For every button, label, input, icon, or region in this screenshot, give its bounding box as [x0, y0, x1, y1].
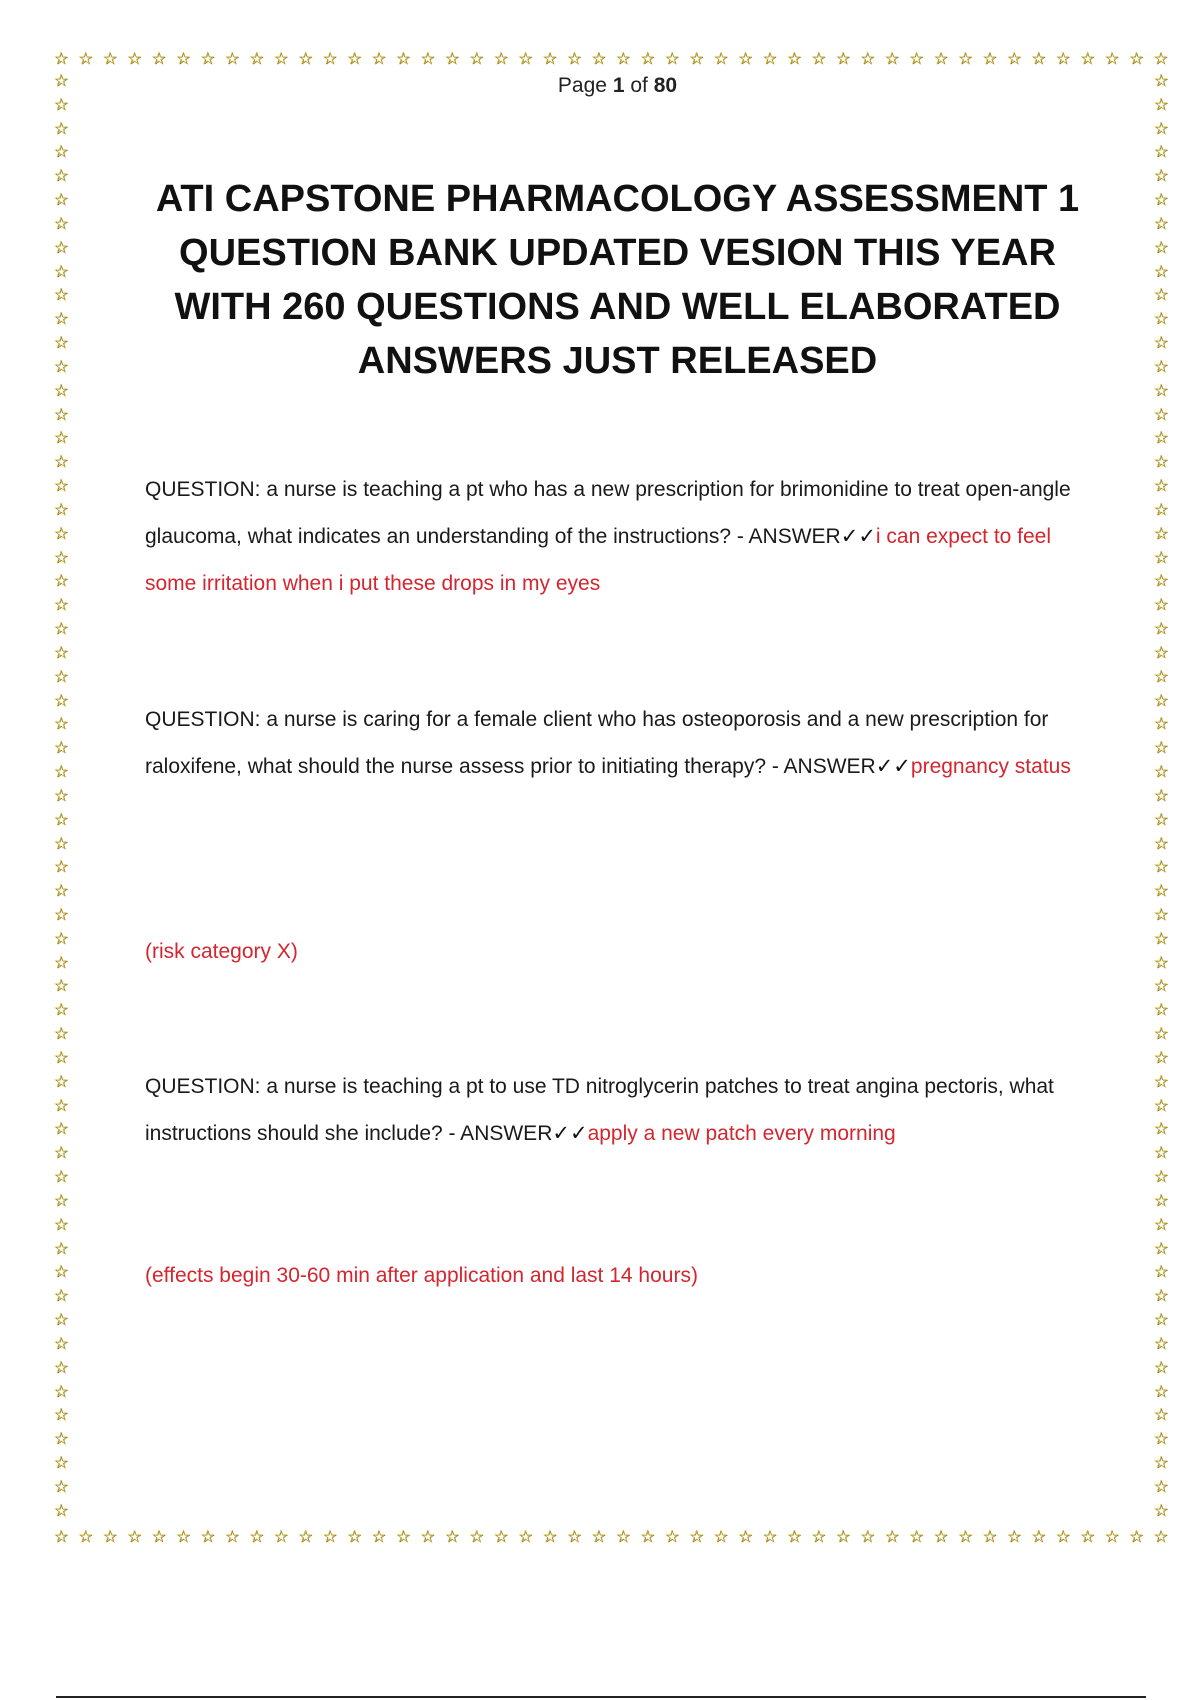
star-icon: ☆ [53, 190, 69, 211]
star-icon: ☆ [1153, 1310, 1169, 1331]
star-icon: ☆ [1153, 928, 1169, 949]
star-icon: ☆ [810, 1527, 827, 1547]
star-icon: ☆ [53, 142, 69, 163]
star-icon: ☆ [248, 49, 265, 69]
star-icon: ☆ [1153, 285, 1169, 306]
page-current: 1 [612, 74, 625, 97]
star-icon: ☆ [1153, 1238, 1169, 1259]
star-icon: ☆ [762, 1527, 778, 1547]
star-icon: ☆ [346, 49, 362, 69]
star-icon: ☆ [1030, 1527, 1047, 1547]
star-icon: ☆ [53, 642, 69, 663]
star-icon: ☆ [102, 49, 118, 69]
star-icon: ☆ [53, 809, 69, 830]
star-icon: ☆ [1153, 380, 1169, 401]
star-icon: ☆ [371, 49, 387, 69]
star-icon: ☆ [933, 49, 949, 69]
star-icon: ☆ [1153, 476, 1169, 497]
star-icon: ☆ [53, 1214, 69, 1235]
star-icon: ☆ [53, 1333, 69, 1354]
star-icon: ☆ [1153, 1500, 1169, 1521]
star-icon: ☆ [1153, 809, 1169, 830]
star-icon: ☆ [1153, 213, 1169, 234]
star-icon: ☆ [53, 1476, 69, 1497]
star-icon: ☆ [1153, 714, 1169, 735]
star-icon: ☆ [982, 49, 998, 69]
star-icon: ☆ [566, 49, 582, 69]
star-icon: ☆ [1153, 1405, 1169, 1426]
star-icon: ☆ [1153, 571, 1169, 592]
star-icon: ☆ [53, 523, 69, 544]
star-icon: ☆ [713, 1527, 729, 1547]
star-icon: ☆ [1153, 904, 1169, 925]
star-icon: ☆ [1153, 1527, 1169, 1547]
star-icon: ☆ [982, 1527, 998, 1547]
star-icon: ☆ [688, 1527, 704, 1547]
star-icon: ☆ [1153, 237, 1169, 258]
star-icon: ☆ [835, 1527, 851, 1547]
star-icon: ☆ [517, 1527, 533, 1547]
star-icon: ☆ [200, 1527, 216, 1547]
star-icon: ☆ [53, 857, 69, 878]
star-icon: ☆ [1079, 49, 1095, 69]
star-icon: ☆ [1153, 857, 1169, 878]
star-icon: ☆ [1153, 71, 1169, 91]
star-icon: ☆ [273, 1527, 289, 1547]
star-icon: ☆ [1153, 1429, 1169, 1450]
star-icon: ☆ [77, 49, 94, 69]
star-icon: ☆ [53, 1143, 69, 1164]
star-icon: ☆ [1079, 1527, 1095, 1547]
star-icon: ☆ [884, 1527, 900, 1547]
star-icon: ☆ [835, 49, 851, 69]
star-icon: ☆ [810, 49, 827, 69]
star-icon: ☆ [786, 49, 802, 69]
star-border-bottom [52, 1528, 1170, 1546]
star-icon: ☆ [1153, 166, 1169, 187]
star-icon: ☆ [53, 595, 69, 616]
star-icon: ☆ [53, 547, 69, 568]
star-icon: ☆ [224, 1527, 240, 1547]
answer-text: pregnancy status [910, 755, 1071, 778]
star-icon: ☆ [53, 1167, 69, 1188]
star-icon: ☆ [1006, 1527, 1022, 1547]
star-icon: ☆ [53, 1405, 69, 1426]
star-icon: ☆ [53, 928, 69, 949]
star-icon: ☆ [1153, 738, 1169, 759]
star-icon: ☆ [591, 1527, 607, 1547]
star-icon: ☆ [1153, 1381, 1169, 1402]
star-icon: ☆ [1153, 404, 1169, 425]
star-icon: ☆ [1153, 785, 1169, 806]
star-icon: ☆ [395, 49, 411, 69]
star-icon: ☆ [786, 1527, 802, 1547]
star-icon: ☆ [1153, 1167, 1169, 1188]
star-icon: ☆ [53, 333, 69, 354]
star-icon: ☆ [53, 428, 69, 449]
star-icon: ☆ [53, 1262, 69, 1283]
star-icon: ☆ [468, 49, 485, 69]
star-icon: ☆ [53, 118, 69, 139]
star-icon: ☆ [322, 49, 338, 69]
star-icon: ☆ [762, 49, 778, 69]
star-icon: ☆ [1153, 523, 1169, 544]
star-icon: ☆ [53, 499, 69, 520]
star-icon: ☆ [224, 49, 240, 69]
star-icon: ☆ [1153, 142, 1169, 163]
star-icon: ☆ [53, 476, 69, 497]
star-icon: ☆ [1153, 428, 1169, 449]
star-icon: ☆ [664, 1527, 680, 1547]
star-icon: ☆ [53, 904, 69, 925]
star-icon: ☆ [542, 49, 558, 69]
star-icon: ☆ [53, 1310, 69, 1331]
star-icon: ☆ [737, 49, 753, 69]
star-icon: ☆ [1153, 1143, 1169, 1164]
star-icon: ☆ [53, 1190, 69, 1211]
star-icon: ☆ [200, 49, 216, 69]
star-icon: ☆ [1153, 1476, 1169, 1497]
star-icon: ☆ [53, 1047, 69, 1068]
star-icon: ☆ [1153, 1262, 1169, 1283]
star-icon: ☆ [53, 976, 69, 997]
star-icon: ☆ [53, 666, 69, 687]
star-icon: ☆ [1153, 1047, 1169, 1068]
star-icon: ☆ [53, 785, 69, 806]
star-icon: ☆ [493, 1527, 509, 1547]
star-icon: ☆ [1153, 642, 1169, 663]
star-icon: ☆ [53, 1357, 69, 1378]
star-icon: ☆ [53, 404, 69, 425]
star-icon: ☆ [1153, 94, 1169, 115]
question-text: QUESTION: a nurse is teaching a pt to use TD nitroglycerin patches to treat angina pectoris, what instructions should she include? - ANSWER [145, 1075, 1054, 1145]
footer-rule [56, 1696, 1146, 1698]
star-border-left [52, 72, 70, 1520]
star-icon: ☆ [1153, 499, 1169, 520]
star-icon: ☆ [1153, 1286, 1169, 1307]
answer-note: (effects begin 30-60 min after application and last 14 hours) [145, 1264, 698, 1287]
star-icon: ☆ [53, 952, 69, 973]
star-icon: ☆ [1055, 49, 1071, 69]
star-icon: ☆ [175, 49, 191, 69]
star-icon: ☆ [957, 49, 973, 69]
star-icon: ☆ [1153, 261, 1169, 282]
star-icon: ☆ [859, 49, 876, 69]
star-icon: ☆ [468, 1527, 485, 1547]
star-icon: ☆ [53, 1024, 69, 1045]
star-icon: ☆ [297, 49, 313, 69]
star-icon: ☆ [102, 1527, 118, 1547]
star-icon: ☆ [53, 1000, 69, 1021]
checkmark-icon: ✓✓ [840, 524, 876, 548]
star-icon: ☆ [1153, 952, 1169, 973]
star-icon: ☆ [615, 1527, 631, 1547]
star-icon: ☆ [1055, 1527, 1071, 1547]
star-icon: ☆ [53, 166, 69, 187]
star-icon: ☆ [53, 285, 69, 306]
star-icon: ☆ [1153, 1024, 1169, 1045]
star-icon: ☆ [493, 49, 509, 69]
star-icon: ☆ [1104, 49, 1120, 69]
star-icon: ☆ [1153, 1190, 1169, 1211]
star-icon: ☆ [371, 1527, 387, 1547]
document-title: ATI CAPSTONE PHARMACOLOGY ASSESSMENT 1 QUESTION BANK UPDATED VESION THIS YEAR WITH 260 QUESTIONS AND WELL ELABORATED ANSWERS JUST RELEASED [155, 178, 1080, 382]
star-icon: ☆ [53, 452, 69, 473]
star-icon: ☆ [53, 1527, 69, 1547]
star-icon: ☆ [591, 49, 607, 69]
star-icon: ☆ [1153, 118, 1169, 139]
question-block-3 [145, 1063, 1095, 1157]
star-icon: ☆ [151, 49, 167, 69]
star-icon: ☆ [1153, 1119, 1169, 1140]
star-border-right [1152, 72, 1170, 1520]
star-icon: ☆ [53, 261, 69, 282]
star-icon: ☆ [53, 1119, 69, 1140]
star-icon: ☆ [908, 49, 924, 69]
star-icon: ☆ [126, 49, 142, 69]
star-icon: ☆ [1153, 547, 1169, 568]
star-icon: ☆ [1128, 49, 1144, 69]
star-icon: ☆ [1128, 1527, 1144, 1547]
star-icon: ☆ [957, 1527, 973, 1547]
star-icon: ☆ [53, 1286, 69, 1307]
star-icon: ☆ [419, 1527, 436, 1547]
star-icon: ☆ [615, 49, 631, 69]
question-block-1 [145, 466, 1095, 607]
star-icon: ☆ [175, 1527, 191, 1547]
star-icon: ☆ [273, 49, 289, 69]
star-icon: ☆ [1153, 1333, 1169, 1354]
star-icon: ☆ [639, 49, 656, 69]
star-icon: ☆ [1153, 1453, 1169, 1474]
page-label: Page [557, 74, 607, 97]
star-icon: ☆ [322, 1527, 338, 1547]
star-icon: ☆ [1006, 49, 1022, 69]
star-icon: ☆ [1153, 881, 1169, 902]
star-icon: ☆ [419, 49, 436, 69]
star-icon: ☆ [1153, 762, 1169, 783]
star-icon: ☆ [542, 1527, 558, 1547]
star-icon: ☆ [1153, 666, 1169, 687]
star-icon: ☆ [126, 1527, 142, 1547]
star-icon: ☆ [297, 1527, 313, 1547]
star-icon: ☆ [1153, 1214, 1169, 1235]
star-icon: ☆ [53, 309, 69, 330]
star-icon: ☆ [53, 714, 69, 735]
star-icon: ☆ [53, 71, 69, 91]
star-icon: ☆ [151, 1527, 167, 1547]
star-icon: ☆ [53, 1071, 69, 1092]
star-icon: ☆ [53, 1238, 69, 1259]
star-icon: ☆ [1153, 190, 1169, 211]
star-icon: ☆ [1030, 49, 1047, 69]
star-icon: ☆ [1153, 1000, 1169, 1021]
star-icon: ☆ [444, 49, 460, 69]
star-icon: ☆ [1153, 1095, 1169, 1116]
star-icon: ☆ [53, 1453, 69, 1474]
star-icon: ☆ [713, 49, 729, 69]
question-text: QUESTION: a nurse is teaching a pt who has a new prescription for brimonidine to treat open-angle glaucoma, what indicates an understanding of the instructions? - ANSWER [145, 478, 1071, 548]
page-of: of [630, 74, 648, 97]
star-icon: ☆ [884, 49, 900, 69]
page-total: 80 [653, 74, 678, 97]
star-icon: ☆ [1153, 49, 1169, 69]
star-icon: ☆ [1153, 1357, 1169, 1378]
star-icon: ☆ [53, 1429, 69, 1450]
star-icon: ☆ [1153, 333, 1169, 354]
star-icon: ☆ [737, 1527, 753, 1547]
checkmark-icon: ✓✓ [875, 754, 911, 778]
star-icon: ☆ [53, 94, 69, 115]
star-icon: ☆ [1153, 833, 1169, 854]
star-icon: ☆ [77, 1527, 94, 1547]
star-icon: ☆ [566, 1527, 582, 1547]
star-icon: ☆ [346, 1527, 362, 1547]
star-border-top [52, 50, 1170, 68]
star-icon: ☆ [53, 738, 69, 759]
star-icon: ☆ [53, 1095, 69, 1116]
answer-note: (risk category X) [145, 940, 298, 963]
star-icon: ☆ [53, 881, 69, 902]
star-icon: ☆ [688, 49, 704, 69]
star-icon: ☆ [664, 49, 680, 69]
star-icon: ☆ [53, 237, 69, 258]
star-icon: ☆ [395, 1527, 411, 1547]
star-icon: ☆ [1153, 309, 1169, 330]
star-icon: ☆ [1153, 356, 1169, 377]
star-icon: ☆ [1153, 976, 1169, 997]
star-icon: ☆ [53, 213, 69, 234]
star-icon: ☆ [53, 833, 69, 854]
checkmark-icon: ✓✓ [552, 1121, 588, 1145]
answer-text: apply a new patch every morning [587, 1122, 896, 1145]
star-icon: ☆ [53, 49, 69, 69]
star-icon: ☆ [933, 1527, 949, 1547]
question-block-2 [145, 696, 1095, 790]
star-icon: ☆ [1153, 1071, 1169, 1092]
star-icon: ☆ [859, 1527, 876, 1547]
star-icon: ☆ [53, 356, 69, 377]
answer-text: i can expect to feel some irritation when i put these drops in my eyes [145, 525, 1052, 595]
star-icon: ☆ [517, 49, 533, 69]
star-icon: ☆ [53, 690, 69, 711]
star-icon: ☆ [53, 762, 69, 783]
star-icon: ☆ [1104, 1527, 1120, 1547]
star-icon: ☆ [1153, 595, 1169, 616]
star-icon: ☆ [908, 1527, 924, 1547]
star-icon: ☆ [53, 619, 69, 640]
star-icon: ☆ [53, 1500, 69, 1521]
star-icon: ☆ [639, 1527, 656, 1547]
star-icon: ☆ [248, 1527, 265, 1547]
star-icon: ☆ [53, 380, 69, 401]
page-number [0, 71, 1200, 98]
question-text: QUESTION: a nurse is caring for a female client who has osteoporosis and a new prescription for raloxifene, what should the nurse assess prior to initiating therapy? - ANSWER [145, 708, 1049, 778]
star-icon: ☆ [53, 1381, 69, 1402]
star-icon: ☆ [1153, 619, 1169, 640]
star-icon: ☆ [1153, 452, 1169, 473]
star-icon: ☆ [1153, 690, 1169, 711]
star-icon: ☆ [444, 1527, 460, 1547]
star-icon: ☆ [53, 571, 69, 592]
